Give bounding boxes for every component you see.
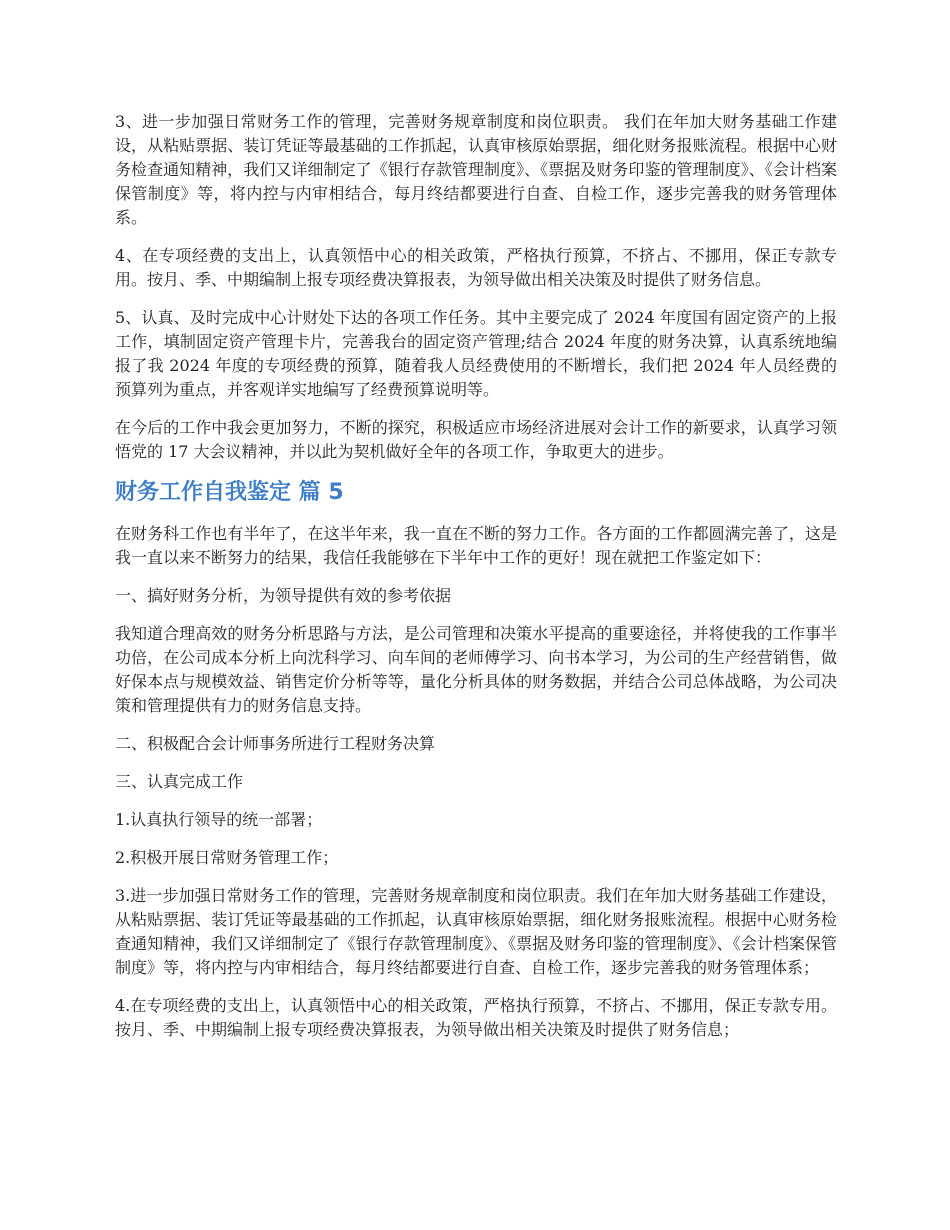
paragraph-intro: 在财务科工作也有半年了，在这半年来，我一直在不断的努力工作。各方面的工作都圆满完善了，这是我一直以来不断努力的结果，我信任我能够在下半年中工作的更好！现在就把工作鉴定如下： bbox=[115, 524, 837, 567]
list-item-4: 4.在专项经费的支出上，认真领悟中心的相关政策，严格执行预算，不挤占、不挪用，保正专款专用。按月、季、中期编制上报专项经费决算报表，为领导做出相关决策及时提供了财务信息； bbox=[115, 996, 837, 1039]
document-page bbox=[115, 110, 837, 1056]
paragraph-analysis: 我知道合理高效的财务分析思路与方法，是公司管理和决策水平提高的重要途径，并将使我的工作事半功倍，在公司成本分析上向沈科学习、向车间的老师傅学习、向书本学习，为公司的生产经营销售，做好保本点与规模效益、销售定价分析等等，量化分析具体的财务数据，并结合公司总体战略，为公司决策和管理提供有力的财务信息支持。 bbox=[115, 624, 837, 715]
list-item-1: 1.认真执行领导的统一部署； bbox=[115, 810, 323, 829]
paragraph-item-4: 4、在专项经费的支出上，认真领悟中心的相关政策，严格执行预算，不挤占、不挪用，保正专款专用。按月、季、中期编制上报专项经费决算报表，为领导做出相关决策及时提供了财务信息。 bbox=[115, 246, 837, 289]
subheading-work: 三、认真完成工作 bbox=[115, 772, 244, 791]
list-item-3: 3.进一步加强日常财务工作的管理，完善财务规章制度和岗位职责。我们在年加大财务基础工作建设，从粘贴票据、装订凭证等最基础的工作抓起，认真审核原始票据，细化财务报账流程。根据中心财务检查通知精神，我们又详细制定了《银行存款管理制度》、《票据及财务印鉴的管理制度》、《会计档案保管制度》等，将内控与内审相结合，每月终结都要进行自查、自检工作，逐步完善我的财务管理体系； bbox=[115, 886, 837, 977]
paragraph-item-5: 5、认真、及时完成中心计财处下达的各项工作任务。其中主要完成了 2024 年度国有固定资产的上报工作，填制固定资产管理卡片，完善我台的固定资产管理;结合 2024 年度的财务决算，认真系统地编报了我 2024 年度的专项经费的预算，随着我人员经费使用的不断增长，我们把 2024 年人员经费的预算列为重点，并客观详实地编写了经费预算说明等。 bbox=[115, 308, 837, 399]
section-title: 财务工作自我鉴定 篇 5 bbox=[115, 480, 344, 505]
paragraph-closing: 在今后的工作中我会更加努力，不断的探究，积极适应市场经济进展对会计工作的新要求，认真学习领悟党的 17 大会议精神，并以此为契机做好全年的各项工作，争取更大的进步。 bbox=[115, 418, 837, 461]
subheading-analysis: 一、搞好财务分析，为领导提供有效的参考依据 bbox=[115, 586, 452, 605]
list-item-2: 2.积极开展日常财务管理工作； bbox=[115, 848, 339, 867]
paragraph-item-3: 3、进一步加强日常财务工作的管理，完善财务规章制度和岗位职责。 我们在年加大财务基础工作建设，从粘贴票据、装订凭证等最基础的工作抓起，认真审核原始票据，细化财务报账流程。根据中心财务检查通知精神，我们又详细制定了《银行存款管理制度》、《票据及财务印鉴的管理制度》、《会计档案保管制度》等，将内控与内审相结合，每月终结都要进行自查、自检工作，逐步完善我的财务管理体系。 bbox=[115, 112, 837, 227]
subheading-audit: 二、积极配合会计师事务所进行工程财务决算 bbox=[115, 734, 436, 753]
